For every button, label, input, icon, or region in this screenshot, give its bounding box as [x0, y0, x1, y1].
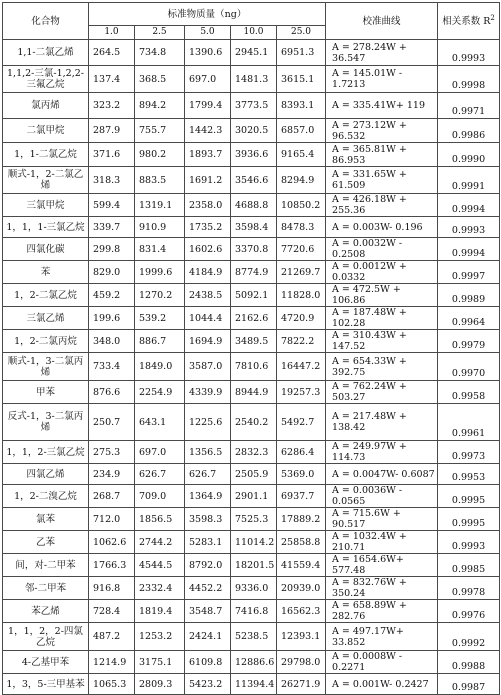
peak-area-cell: 8944.9 [231, 381, 277, 404]
peak-area-cell: 1062.6 [89, 531, 135, 554]
peak-area-cell: 6937.7 [277, 485, 326, 508]
header-r2-superscript: 2 [490, 13, 495, 22]
peak-area-cell: 1999.6 [135, 261, 185, 284]
calibration-curve: A = 335.41W+ 119 [326, 93, 438, 119]
peak-area-cell: 831.4 [135, 238, 185, 261]
peak-area-cell: 1849.0 [135, 353, 185, 381]
peak-area-cell: 3489.5 [231, 330, 277, 353]
peak-area-cell: 1253.2 [135, 623, 185, 651]
peak-area-cell: 5283.1 [185, 531, 231, 554]
calibration-curve: A = 497.17W+ 33.852 [326, 623, 438, 651]
table-row [3, 217, 500, 238]
correlation-coefficient: 0.9978 [438, 577, 500, 600]
compound-name: 间，对-二甲苯 [3, 554, 89, 577]
peak-area-cell: 8792.0 [185, 554, 231, 577]
calibration-curve: A = 310.43W + 147.52 [326, 330, 438, 353]
peak-area-cell: 733.4 [89, 353, 135, 381]
compound-name: 1，3，5-三甲基苯 [3, 674, 89, 695]
peak-area-cell: 5423.2 [185, 674, 231, 695]
table-row [3, 554, 500, 577]
peak-area-cell: 250.7 [89, 404, 135, 441]
calibration-curve: A = 715.6W + 90.517 [326, 508, 438, 531]
compound-name: 1,1,2-三氯-1,2,2-三氟乙烷 [3, 66, 89, 93]
peak-area-cell: 4688.8 [231, 194, 277, 217]
header-mass-1: 1.0 [89, 26, 135, 40]
calibration-curve: A = 365.81W + 86.953 [326, 143, 438, 167]
peak-area-cell: 4184.9 [185, 261, 231, 284]
peak-area-cell: 3548.7 [185, 600, 231, 623]
correlation-coefficient: 0.9987 [438, 674, 500, 695]
compound-name: 三氯甲烷 [3, 194, 89, 217]
correlation-coefficient: 0.9991 [438, 167, 500, 194]
correlation-coefficient: 0.9990 [438, 143, 500, 167]
peak-area-cell: 728.4 [89, 600, 135, 623]
peak-area-cell: 5492.7 [277, 404, 326, 441]
peak-area-cell: 3546.6 [231, 167, 277, 194]
correlation-coefficient: 0.9994 [438, 238, 500, 261]
peak-area-cell: 876.6 [89, 381, 135, 404]
header-mass-5: 25.0 [277, 26, 326, 40]
peak-area-cell: 6857.0 [277, 119, 326, 143]
header-calibration: 校准曲线 [326, 3, 438, 40]
peak-area-cell: 916.8 [89, 577, 135, 600]
peak-area-cell: 323.2 [89, 93, 135, 119]
correlation-coefficient: 0.9986 [438, 119, 500, 143]
peak-area-cell: 643.1 [135, 404, 185, 441]
peak-area-cell: 709.0 [135, 485, 185, 508]
peak-area-cell: 199.6 [89, 307, 135, 330]
table-row [3, 93, 500, 119]
calibration-curve: A = 1032.4W + 210.71 [326, 531, 438, 554]
calibration-curve: A = 0.0012W + 0.0332 [326, 261, 438, 284]
peak-area-cell: 1364.9 [185, 485, 231, 508]
header-mass-2: 2.5 [135, 26, 185, 40]
correlation-coefficient: 0.9995 [438, 485, 500, 508]
peak-area-cell: 2744.2 [135, 531, 185, 554]
peak-area-cell: 2540.2 [231, 404, 277, 441]
calibration-curve: A = 249.97W + 114.73 [326, 441, 438, 464]
peak-area-cell: 3175.1 [135, 651, 185, 674]
peak-area-cell: 234.9 [89, 464, 135, 485]
table-row [3, 531, 500, 554]
peak-area-cell: 3936.6 [231, 143, 277, 167]
table-row [3, 441, 500, 464]
peak-area-cell: 17889.2 [277, 508, 326, 531]
peak-area-cell: 2332.4 [135, 577, 185, 600]
table-body [3, 40, 500, 695]
peak-area-cell: 137.4 [89, 66, 135, 93]
calibration-curve: A = 426.18W + 255.36 [326, 194, 438, 217]
peak-area-cell: 7822.2 [277, 330, 326, 353]
peak-area-cell: 2505.9 [231, 464, 277, 485]
peak-area-cell: 20939.0 [277, 577, 326, 600]
peak-area-cell: 368.5 [135, 66, 185, 93]
peak-area-cell: 9165.4 [277, 143, 326, 167]
calibration-curve: A = 0.0008W - 0.2271 [326, 651, 438, 674]
correlation-coefficient: 0.9953 [438, 464, 500, 485]
correlation-coefficient: 0.9993 [438, 217, 500, 238]
peak-area-cell: 2162.6 [231, 307, 277, 330]
peak-area-cell: 1893.7 [185, 143, 231, 167]
peak-area-cell: 2901.1 [231, 485, 277, 508]
peak-area-cell: 10850.2 [277, 194, 326, 217]
peak-area-cell: 2254.9 [135, 381, 185, 404]
peak-area-cell: 348.0 [89, 330, 135, 353]
table-row [3, 167, 500, 194]
calibration-curve: A = 145.01W - 1.7213 [326, 66, 438, 93]
calibration-curve: A = 273.12W + 96.532 [326, 119, 438, 143]
table-row [3, 330, 500, 353]
compound-name: 1，2-二氯乙烷 [3, 284, 89, 307]
calibration-table [2, 2, 500, 695]
compound-name: 苯 [3, 261, 89, 284]
peak-area-cell: 6286.4 [277, 441, 326, 464]
peak-area-cell: 8774.9 [231, 261, 277, 284]
calibration-curve: A = 762.24W + 503.27 [326, 381, 438, 404]
peak-area-cell: 8294.9 [277, 167, 326, 194]
peak-area-cell: 980.2 [135, 143, 185, 167]
header-mass-3: 5.0 [185, 26, 231, 40]
peak-area-cell: 26271.9 [277, 674, 326, 695]
peak-area-cell: 1602.6 [185, 238, 231, 261]
peak-area-cell: 1270.2 [135, 284, 185, 307]
correlation-coefficient: 0.9976 [438, 600, 500, 623]
compound-name: 苯乙烯 [3, 600, 89, 623]
peak-area-cell: 3598.3 [185, 508, 231, 531]
compound-name: 氯丙烯 [3, 93, 89, 119]
table-row [3, 284, 500, 307]
peak-area-cell: 7416.8 [231, 600, 277, 623]
calibration-curve: A = 0.003W- 0.196 [326, 217, 438, 238]
peak-area-cell: 287.9 [89, 119, 135, 143]
correlation-coefficient: 0.9958 [438, 381, 500, 404]
compound-name: 1，2-二氯丙烷 [3, 330, 89, 353]
peak-area-cell: 7525.3 [231, 508, 277, 531]
calibration-curve: A = 832.76W + 350.24 [326, 577, 438, 600]
peak-area-cell: 2424.1 [185, 623, 231, 651]
peak-area-cell: 7810.6 [231, 353, 277, 381]
peak-area-cell: 1319.1 [135, 194, 185, 217]
peak-area-cell: 755.7 [135, 119, 185, 143]
peak-area-cell: 8393.1 [277, 93, 326, 119]
peak-area-cell: 459.2 [89, 284, 135, 307]
compound-name: 四氯乙烯 [3, 464, 89, 485]
peak-area-cell: 3598.4 [231, 217, 277, 238]
peak-area-cell: 16447.2 [277, 353, 326, 381]
header-compound: 化合物 [3, 3, 89, 40]
table-row [3, 40, 500, 66]
peak-area-cell: 1044.4 [185, 307, 231, 330]
correlation-coefficient: 0.9961 [438, 404, 500, 441]
peak-area-cell: 25858.8 [277, 531, 326, 554]
peak-area-cell: 18201.5 [231, 554, 277, 577]
peak-area-cell: 910.9 [135, 217, 185, 238]
compound-name: 反式-1，3-二氯丙烯 [3, 404, 89, 441]
peak-area-cell: 7720.6 [277, 238, 326, 261]
calibration-curve: A = 658.89W + 282.76 [326, 600, 438, 623]
header-r2-text: 相关系数 R [442, 15, 491, 27]
calibration-curve: A = 187.48W + 102.28 [326, 307, 438, 330]
compound-name: 1，1-二氯乙烷 [3, 143, 89, 167]
peak-area-cell: 264.5 [89, 40, 135, 66]
table-row [3, 464, 500, 485]
peak-area-cell: 41559.4 [277, 554, 326, 577]
peak-area-cell: 734.8 [135, 40, 185, 66]
calibration-curve: A = 331.65W + 61.509 [326, 167, 438, 194]
table-row [3, 674, 500, 695]
correlation-coefficient: 0.9989 [438, 284, 500, 307]
peak-area-cell: 19257.3 [277, 381, 326, 404]
peak-area-cell: 1819.4 [135, 600, 185, 623]
peak-area-cell: 8478.3 [277, 217, 326, 238]
peak-area-cell: 697.0 [135, 441, 185, 464]
peak-area-cell: 829.0 [89, 261, 135, 284]
peak-area-cell: 1442.3 [185, 119, 231, 143]
correlation-coefficient: 0.9971 [438, 93, 500, 119]
table-row [3, 485, 500, 508]
peak-area-cell: 626.7 [135, 464, 185, 485]
calibration-curve: A = 0.0036W - 0.0565 [326, 485, 438, 508]
calibration-curve: A = 0.001W- 0.2427 [326, 674, 438, 695]
peak-area-cell: 339.7 [89, 217, 135, 238]
correlation-coefficient: 0.9998 [438, 66, 500, 93]
table-row [3, 353, 500, 381]
compound-name: 1，1，2，2-四氯乙烷 [3, 623, 89, 651]
peak-area-cell: 5092.1 [231, 284, 277, 307]
correlation-coefficient: 0.9988 [438, 651, 500, 674]
peak-area-cell: 11014.2 [231, 531, 277, 554]
peak-area-cell: 275.3 [89, 441, 135, 464]
table-row [3, 651, 500, 674]
peak-area-cell: 626.7 [185, 464, 231, 485]
correlation-coefficient: 0.9992 [438, 623, 500, 651]
correlation-coefficient: 0.9994 [438, 194, 500, 217]
correlation-coefficient: 0.9985 [438, 554, 500, 577]
peak-area-cell: 886.7 [135, 330, 185, 353]
peak-area-cell: 2832.3 [231, 441, 277, 464]
compound-name: 乙苯 [3, 531, 89, 554]
correlation-coefficient: 0.9993 [438, 531, 500, 554]
peak-area-cell: 6109.8 [185, 651, 231, 674]
table-row [3, 143, 500, 167]
peak-area-cell: 599.4 [89, 194, 135, 217]
peak-area-cell: 318.3 [89, 167, 135, 194]
peak-area-cell: 1766.3 [89, 554, 135, 577]
peak-area-cell: 1065.3 [89, 674, 135, 695]
peak-area-cell: 4452.2 [185, 577, 231, 600]
compound-name: 二氯甲烷 [3, 119, 89, 143]
peak-area-cell: 1225.6 [185, 404, 231, 441]
peak-area-cell: 2809.3 [135, 674, 185, 695]
peak-area-cell: 12393.1 [277, 623, 326, 651]
peak-area-cell: 3370.8 [231, 238, 277, 261]
calibration-curve: A = 472.5W + 106.86 [326, 284, 438, 307]
peak-area-cell: 883.5 [135, 167, 185, 194]
peak-area-cell: 1691.2 [185, 167, 231, 194]
calibration-curve: A = 0.0047W- 0.6087 [326, 464, 438, 485]
correlation-coefficient: 0.9979 [438, 330, 500, 353]
peak-area-cell: 11828.0 [277, 284, 326, 307]
peak-area-cell: 11394.4 [231, 674, 277, 695]
compound-name: 顺式-1，2-二氯乙烯 [3, 167, 89, 194]
compound-name: 1，1，1-三氯乙烷 [3, 217, 89, 238]
table-row [3, 577, 500, 600]
peak-area-cell: 3773.5 [231, 93, 277, 119]
table-row [3, 404, 500, 441]
peak-area-cell: 1481.3 [231, 66, 277, 93]
calibration-curve: A = 217.48W + 138.42 [326, 404, 438, 441]
correlation-coefficient: 0.9964 [438, 307, 500, 330]
compound-name: 四氯化碳 [3, 238, 89, 261]
peak-area-cell: 4339.9 [185, 381, 231, 404]
peak-area-cell: 2945.1 [231, 40, 277, 66]
table-row [3, 119, 500, 143]
correlation-coefficient: 0.9973 [438, 441, 500, 464]
peak-area-cell: 9336.0 [231, 577, 277, 600]
peak-area-cell: 3020.5 [231, 119, 277, 143]
header-mass-group: 标准物质量（ng） [89, 3, 326, 26]
peak-area-cell: 487.2 [89, 623, 135, 651]
calibration-curve: A = 278.24W + 36.547 [326, 40, 438, 66]
table-row [3, 381, 500, 404]
peak-area-cell: 371.6 [89, 143, 135, 167]
table-row [3, 508, 500, 531]
table-row [3, 194, 500, 217]
table-row [3, 238, 500, 261]
peak-area-cell: 1356.5 [185, 441, 231, 464]
peak-area-cell: 697.0 [185, 66, 231, 93]
peak-area-cell: 3587.0 [185, 353, 231, 381]
peak-area-cell: 1694.9 [185, 330, 231, 353]
correlation-coefficient: 0.9995 [438, 508, 500, 531]
peak-area-cell: 712.0 [89, 508, 135, 531]
peak-area-cell: 16562.3 [277, 600, 326, 623]
compound-name: 4-乙基甲苯 [3, 651, 89, 674]
correlation-coefficient: 0.9997 [438, 261, 500, 284]
peak-area-cell: 539.2 [135, 307, 185, 330]
peak-area-cell: 894.2 [135, 93, 185, 119]
peak-area-cell: 1799.4 [185, 93, 231, 119]
peak-area-cell: 2358.0 [185, 194, 231, 217]
compound-name: 顺式-1，3-二氯丙烯 [3, 353, 89, 381]
peak-area-cell: 268.7 [89, 485, 135, 508]
calibration-curve: A = 654.33W + 392.75 [326, 353, 438, 381]
compound-name: 氯苯 [3, 508, 89, 531]
peak-area-cell: 21269.7 [277, 261, 326, 284]
calibration-curve: A = 0.0032W - 0.2508 [326, 238, 438, 261]
peak-area-cell: 12886.6 [231, 651, 277, 674]
compound-name: 邻-二甲苯 [3, 577, 89, 600]
peak-area-cell: 5369.0 [277, 464, 326, 485]
table-row [3, 261, 500, 284]
peak-area-cell: 29798.0 [277, 651, 326, 674]
table-row [3, 623, 500, 651]
peak-area-cell: 4544.5 [135, 554, 185, 577]
compound-name: 1,1-二氯乙烯 [3, 40, 89, 66]
correlation-coefficient: 0.9970 [438, 353, 500, 381]
peak-area-cell: 1390.6 [185, 40, 231, 66]
table-row [3, 66, 500, 93]
header-r2 [438, 3, 500, 40]
table-row [3, 307, 500, 330]
header-mass-4: 10.0 [231, 26, 277, 40]
compound-name: 1，1，2-三氯乙烷 [3, 441, 89, 464]
table-header [3, 3, 500, 40]
peak-area-cell: 1214.9 [89, 651, 135, 674]
peak-area-cell: 1735.2 [185, 217, 231, 238]
peak-area-cell: 5238.5 [231, 623, 277, 651]
table-row [3, 600, 500, 623]
compound-name: 1，2-二溴乙烷 [3, 485, 89, 508]
compound-name: 甲苯 [3, 381, 89, 404]
peak-area-cell: 2438.5 [185, 284, 231, 307]
peak-area-cell: 4720.9 [277, 307, 326, 330]
calibration-curve: A = 1654.6W+ 577.48 [326, 554, 438, 577]
peak-area-cell: 3615.1 [277, 66, 326, 93]
peak-area-cell: 6951.3 [277, 40, 326, 66]
correlation-coefficient: 0.9993 [438, 40, 500, 66]
peak-area-cell: 1856.5 [135, 508, 185, 531]
peak-area-cell: 299.8 [89, 238, 135, 261]
compound-name: 三氯乙烯 [3, 307, 89, 330]
